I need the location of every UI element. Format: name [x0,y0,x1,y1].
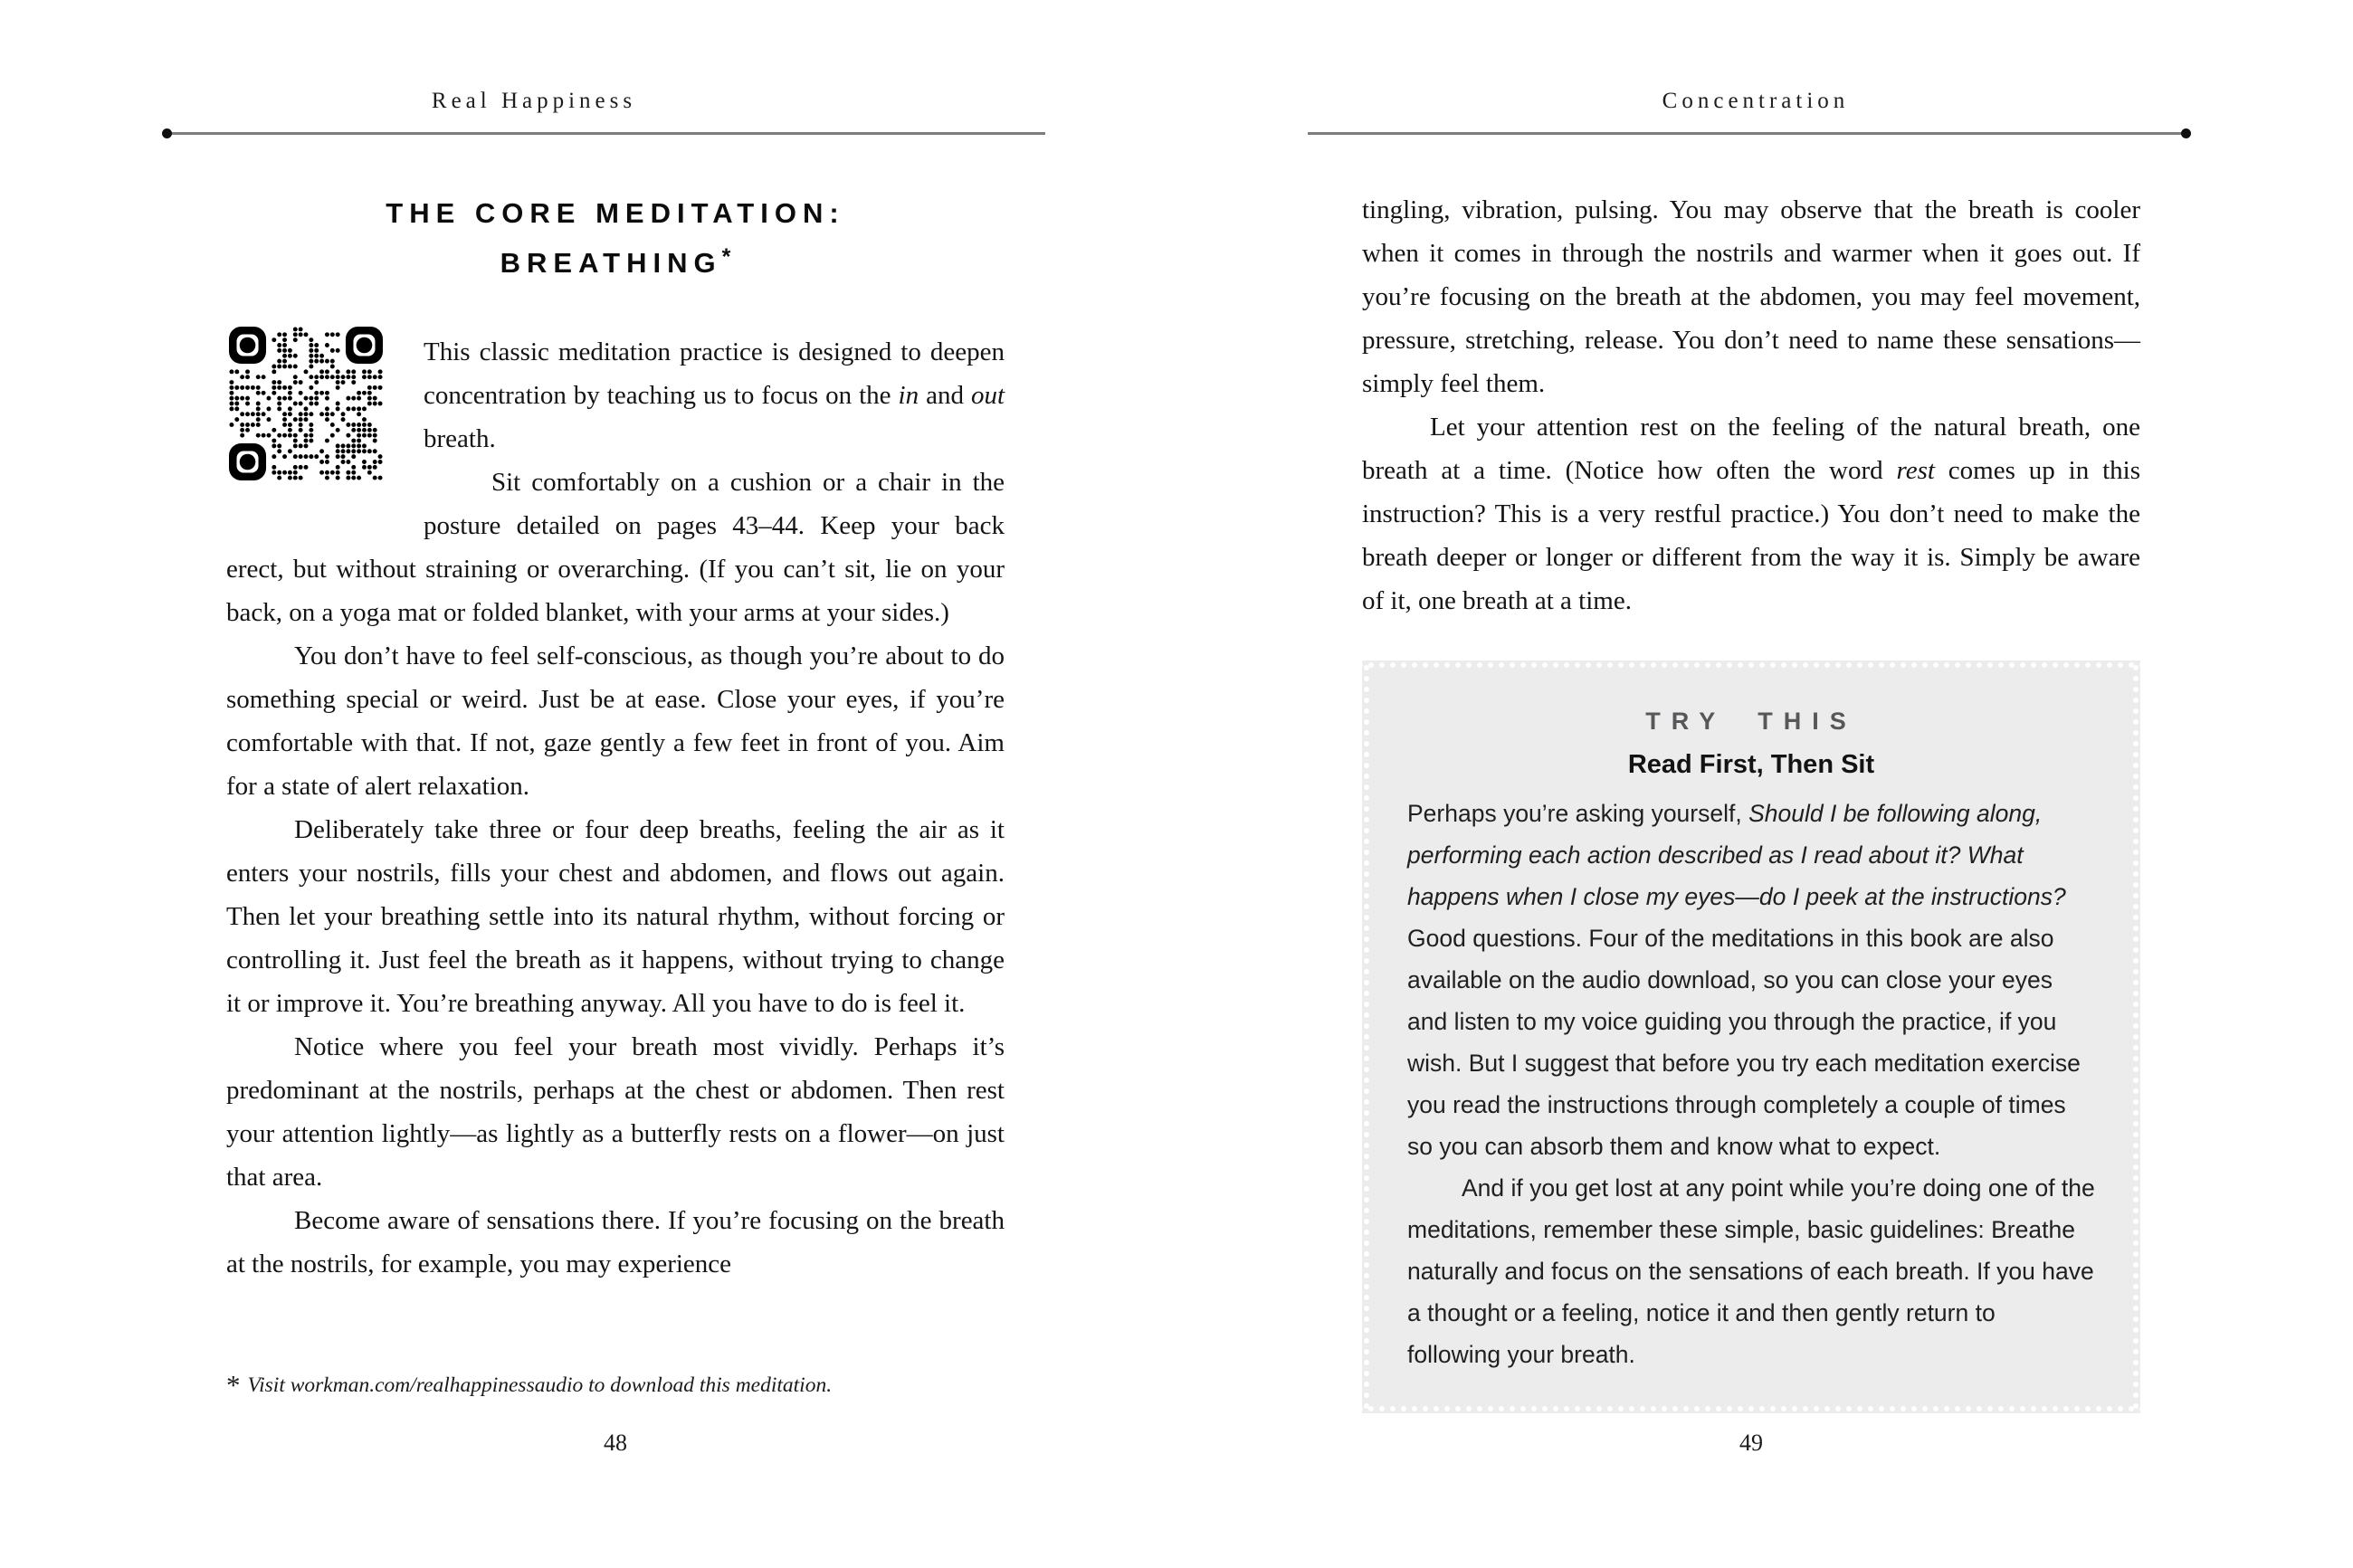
paragraph: This classic meditation practice is designed to deepen concentration by teaching us to focus on the in and out breath. [424,337,1005,453]
page-right [1176,0,2353,1568]
footnote [226,1369,1023,1402]
try-this-sidebar [1362,660,2140,1413]
paragraph: Let your attention rest on the feeling of the natural breath, one breath at a time. (Notice how often the word rest comes up in this instruction? This is a very restful practice.) You don’t need to make the breath deeper or longer or different from the way it is. Simply be aware of it, one breath at a time. [1362,413,2140,615]
chapter-title-line1: THE CORE MEDITATION: [386,197,845,229]
header-rule-left [166,132,1045,135]
try-this-body [1407,793,2095,1375]
left-text-column [226,192,1005,1286]
try-this-title: Read First, Then Sit [1627,750,1875,779]
paragraph: Become aware of sensations there. If you’re focusing on the breath at the nostrils, for example, you may experience [226,1206,1005,1278]
stamp-border [1362,660,2140,670]
chapter-title [226,192,1005,285]
paragraph: You don’t have to feel self-conscious, as though you’re about to do something special or weird. Just be at ease. Close your eyes, if you’re comfortable with that. If not, gaze gently a few feet in front of you. Aim for a state of alert relaxation. [226,641,1005,801]
stamp-border [2130,660,2141,1413]
paragraph: Perhaps you’re asking yourself, Should I be following along, performing each action described as I read about it? What happens when I close my eyes—do I peek at the instructions? Good questions. Four of the meditations in this book are also available on the audio download, so you can close your eyes and listen to my voice guiding you through the practice, if you wish. But I suggest that before you try each meditation exercise you read the instructions through completely a couple of times so you can absorb them and know what to expect. [1407,800,2081,1160]
footnote-text: Visit workman.com/realhappinessaudio to download this meditation. [247,1373,833,1397]
right-body-text [1362,188,2140,622]
footnote-asterisk: * [226,1369,241,1401]
running-head-right: Concentration [1662,89,1850,113]
chapter-title-line2: BREATHING [500,247,722,279]
qr-code [229,327,383,479]
running-head-left: Real Happiness [431,89,637,113]
header-rule-right [1308,132,2187,135]
paragraph: Sit comfortably on a cushion or a chair in the posture detailed on pages 43–44. Keep your back erect, but without straining or overarching. (If you can’t sit, lie on your back, on a yoga mat or folded blanket, with your arms at your sides.) [226,468,1005,627]
rule-end-dot [2181,128,2191,138]
rule-end-dot [162,128,172,138]
right-text-column [1362,188,2140,1413]
paragraph: And if you get lost at any point while you’re doing one of the meditations, remember these simple, basic guidelines: Breathe naturally and focus on the sensations of each breath. If you have a thought or a feeling, notice it and then gently return to following your breath. [1407,1174,2095,1368]
paragraph: Notice where you feel your breath most vividly. Perhaps it’s predominant at the nostrils, perhaps at the chest or abdomen. Then rest your attention lightly—as lightly as a butterfly rests on a flower—on just that area. [226,1032,1005,1192]
page-left [0,0,1176,1568]
page-number-left: 48 [604,1430,627,1456]
stamp-border [1362,1403,2140,1414]
stamp-border [1361,660,1372,1413]
left-body-text [226,330,1005,1286]
try-this-kicker: TRY THIS [1645,708,1857,735]
title-footnote-asterisk: * [721,244,731,270]
page-number-right: 49 [1739,1430,1763,1456]
paragraph: Deliberately take three or four deep breaths, feeling the air as it enters your nostrils, fills your chest and abdomen, and flows out again. Then let your breathing settle into its natural rhythm, without forcing or controlling it. Just feel the breath as it happens, without trying to change it or improve it. You’re breathing anyway. All you have to do is feel it. [226,815,1005,1018]
paragraph: tingling, vibration, pulsing. You may observe that the breath is cooler when it comes in through the nostrils and warmer when it goes out. If you’re focusing on the breath at the abdomen, you may feel movement, pressure, stretching, release. You don’t need to name these sensations—simply feel them. [1362,195,2140,398]
